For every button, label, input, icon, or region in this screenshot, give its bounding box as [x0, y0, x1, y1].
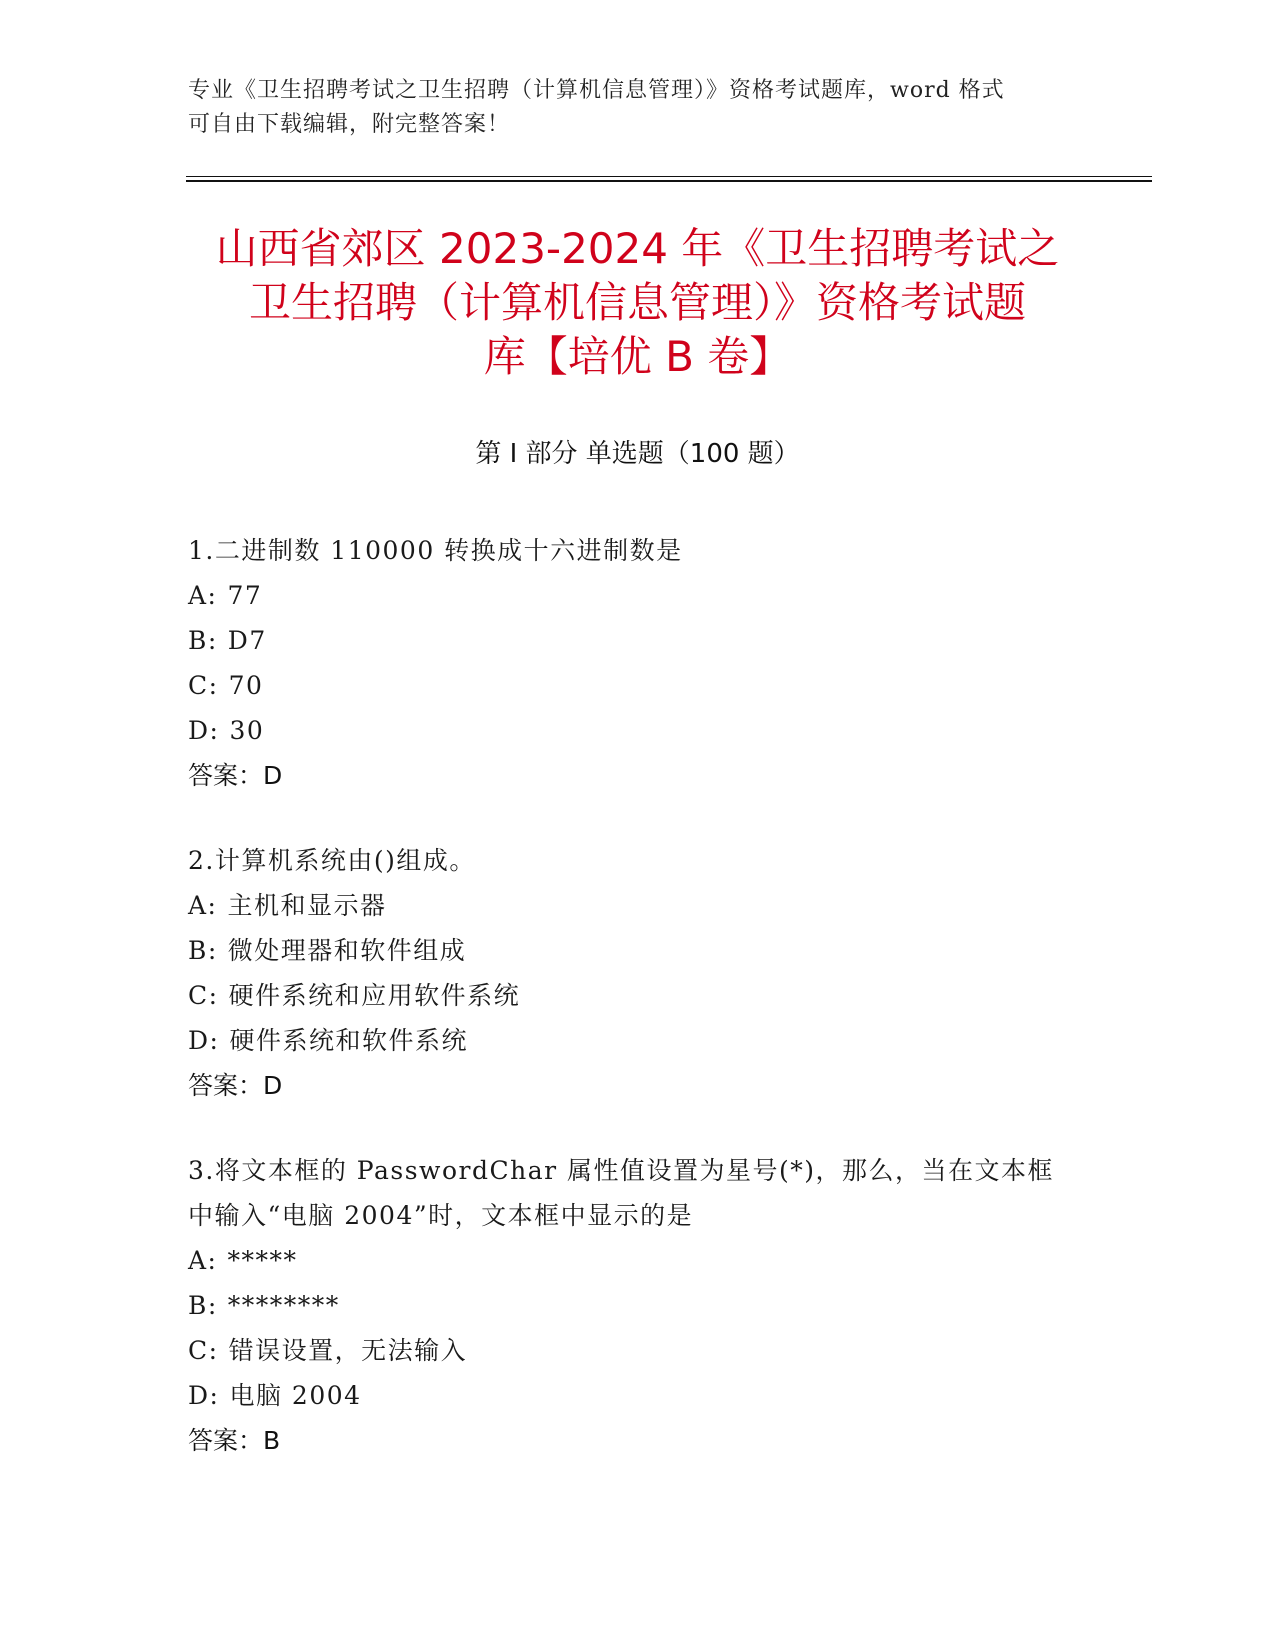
option-a: [188, 883, 1068, 928]
section-heading: 第 I 部分 单选题（100 题）: [475, 439, 800, 469]
header-rule-thick: [186, 180, 1152, 182]
header-note-line2: 可自由下载编辑，附完整答案！: [188, 112, 511, 137]
answer: 答案：D: [188, 761, 283, 790]
option-b: [188, 1283, 1068, 1328]
option-letter: C:: [188, 1336, 219, 1365]
option-letter: B:: [188, 626, 218, 655]
option-text: 硬件系统和软件系统: [229, 1026, 468, 1055]
option-letter: C:: [188, 981, 219, 1010]
option-text: 微处理器和软件组成: [227, 936, 467, 965]
question-2: [188, 838, 1068, 1108]
header-note: [188, 74, 1068, 142]
document-title-line2: 卫生招聘（计算机信息管理）》资格考试题: [248, 278, 1026, 327]
option-c: [188, 663, 1068, 708]
option-text: *****: [227, 1246, 298, 1275]
option-letter: D:: [188, 1381, 220, 1410]
option-a: [188, 1238, 1068, 1283]
option-text: 电脑 2004: [229, 1381, 362, 1410]
option-letter: C:: [188, 671, 219, 700]
option-text: 77: [227, 581, 263, 610]
option-letter: A:: [188, 581, 218, 610]
answer: 答案：B: [188, 1426, 281, 1455]
option-letter: A:: [188, 891, 218, 920]
question-3: [188, 1148, 1068, 1463]
question-stem: 2.计算机系统由()组成。: [188, 846, 476, 875]
document-title-line3: 库【培优 B 卷】: [483, 332, 792, 381]
option-text: 70: [228, 671, 264, 700]
option-a: [188, 573, 1068, 618]
option-text: 30: [229, 716, 265, 745]
option-d: [188, 1018, 1068, 1063]
header-rule-thin: [186, 176, 1152, 177]
header-note-line1: 专业《卫生招聘考试之卫生招聘（计算机信息管理）》资格考试题库，word 格式: [188, 78, 1005, 103]
option-letter: D:: [188, 1026, 220, 1055]
option-d: [188, 708, 1068, 753]
option-b: [188, 928, 1068, 973]
question-stem: 1.二进制数 110000 转换成十六进制数是: [188, 536, 683, 565]
answer: 答案：D: [188, 1071, 283, 1100]
option-text: 错误设置，无法输入: [228, 1336, 468, 1365]
question-list: [188, 528, 1068, 1503]
option-text: 主机和显示器: [227, 891, 387, 920]
document-title: [160, 222, 1115, 384]
option-d: [188, 1373, 1068, 1418]
option-text: ********: [227, 1291, 340, 1320]
document-title-line1: 山西省郊区 2023-2024 年《卫生招聘考试之: [215, 224, 1060, 273]
option-letter: B:: [188, 936, 218, 965]
option-c: [188, 973, 1068, 1018]
option-b: [188, 618, 1068, 663]
option-c: [188, 1328, 1068, 1373]
option-letter: B:: [188, 1291, 218, 1320]
question-stem: 3.将文本框的 PasswordChar 属性值设置为星号(*)，那么，当在文本框中输入“电脑 2004”时，文本框中显示的是: [188, 1156, 1055, 1230]
option-text: D7: [227, 626, 267, 655]
option-letter: D:: [188, 716, 220, 745]
question-1: [188, 528, 1068, 798]
option-text: 硬件系统和应用软件系统: [228, 981, 521, 1010]
option-letter: A:: [188, 1246, 218, 1275]
